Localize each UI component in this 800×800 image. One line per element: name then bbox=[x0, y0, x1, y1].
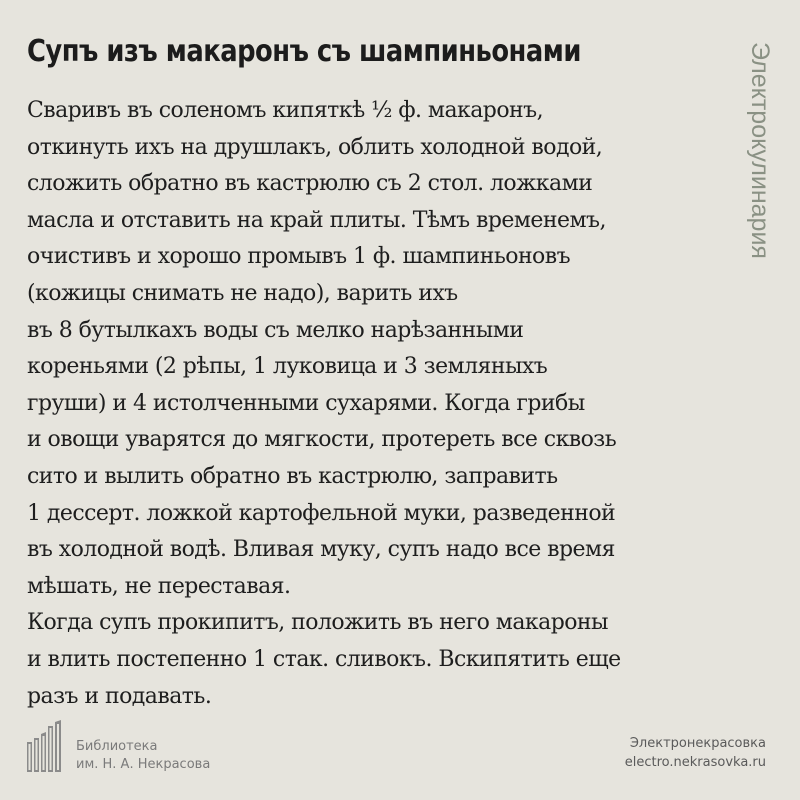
text-line: (кожицы снимать не надо), варить ихъ bbox=[27, 280, 458, 306]
text-line: сложить обратно въ кастрюлю съ 2 стол. ложками bbox=[27, 171, 593, 197]
text-line: разъ и подавать. bbox=[27, 683, 212, 709]
text-line: кореньями (2 рѣпы, 1 луковица и 3 земляныхъ bbox=[27, 354, 548, 380]
side-label: Электрокулинария bbox=[746, 42, 774, 259]
text-line: Сваривъ въ соленомъ кипяткѣ ½ ф. макаронъ, bbox=[27, 98, 544, 123]
library-name bbox=[76, 738, 210, 774]
page-title: Супъ изъ макаронъ съ шампиньонами bbox=[27, 34, 581, 69]
text-line: сито и вылить обратно въ кастрюлю, заправить bbox=[27, 463, 558, 489]
text-line: откинуть ихъ на друшлакъ, облить холодной водой, bbox=[27, 134, 603, 160]
text-line: Когда супъ прокипитъ, положить въ него макароны bbox=[27, 610, 608, 636]
text-line: очистивъ и хорошо промывъ 1 ф. шампиньоновъ bbox=[27, 244, 571, 270]
text-line: 1 дессерт. ложкой картофельной муки, разведенной bbox=[27, 500, 616, 526]
library-name-line1: Библиотека bbox=[76, 739, 158, 754]
library-name-line2: им. Н. А. Некрасова bbox=[76, 757, 211, 772]
site-url-link[interactable]: electro.nekrasovka.ru bbox=[624, 755, 766, 770]
text-line: и овощи уварятся до мягкости, протереть все сквозь bbox=[27, 427, 617, 453]
text-line: въ холодной водѣ. Вливая муку, супъ надо все время bbox=[27, 537, 615, 563]
text-line: мѣшать, не переставая. bbox=[27, 573, 291, 599]
site-name: Электронекрасовка bbox=[629, 736, 766, 751]
text-line: груши) и 4 истолченными сухарями. Когда грибы bbox=[27, 390, 585, 416]
site-info bbox=[625, 734, 766, 772]
text-line: масла и отставить на край плиты. Тѣмъ временемъ, bbox=[27, 207, 606, 233]
text-line: въ 8 бутылкахъ воды съ мелко нарѣзанными bbox=[27, 317, 524, 343]
library-books-logo-icon bbox=[26, 720, 66, 772]
text-line: и влить постепенно 1 стак. сливокъ. Вскипятить еще bbox=[27, 646, 621, 672]
recipe-text bbox=[27, 93, 727, 715]
